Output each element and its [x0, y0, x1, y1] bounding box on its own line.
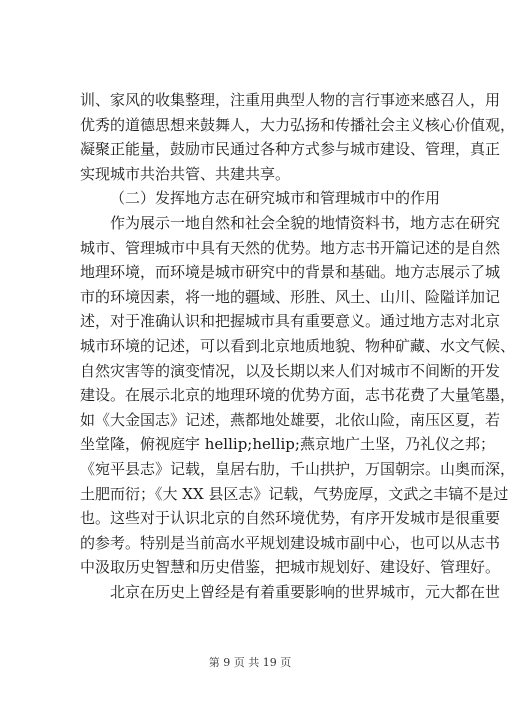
text-line: 如《大金国志》记述，燕都地处雄要，北依山险，南压区夏，若 — [80, 410, 501, 429]
text-line: 北京在历史上曾经是有着重要影响的世界城市，元大都在世 — [110, 582, 501, 601]
text-line: 土肥而衍；《大 XX 县区志》记载，气势庞厚，文武之丰镐不是过 — [80, 484, 509, 503]
text-line: 训、家风的收集整理，注重用典型人物的言行事迹来感召人，用 — [80, 91, 501, 109]
text-line: 实现城市共治共管、共建共享。 — [80, 164, 291, 183]
text-line: 也。这些对于认识北京的自然环境优势，有序开发城市是很重要 — [80, 509, 501, 528]
text-line: 《宛平县志》记载，皇居右肋，千山拱护，万国朝宗。山奥而深， — [80, 459, 515, 478]
text-line: 的参考。特别是当前高水平规划建设城市副中心，也可以从志书 — [80, 533, 501, 552]
body-text — [80, 88, 515, 604]
text-line: 自然灾害等的演变情况，以及长期以来人们对城市不间断的开发 — [80, 361, 501, 380]
text-line: 凝聚正能量，鼓励市民通过各种方式参与城市建设、管理，真正 — [80, 140, 501, 159]
text-line: 述，对于准确认识和把握城市具有重要意义。通过地方志对北京 — [80, 312, 501, 331]
text-line: 建设。在展示北京的地理环境的优势方面，志书花费了大量笔墨， — [80, 386, 515, 405]
text-line: 优秀的道德思想来鼓舞人，大力弘扬和传播社会主义核心价值观， — [80, 115, 515, 134]
text-line: 城市环境的记述，可以看到北京地质地貌、物种矿藏、水文气候、 — [80, 336, 515, 355]
text-line: 作为展示一地自然和社会全貌的地情资料书，地方志在研究 — [110, 213, 501, 232]
text-line: 中汲取历史智慧和历史借鉴，把城市规划好、建设好、管理好。 — [80, 558, 501, 577]
text-line: 坐堂隆，俯视庭宇 hellip;hellip;燕京地广土坚，乃礼仪之邦； — [80, 435, 495, 454]
text-line: 地理环境，而环境是城市研究中的背景和基础。地方志展示了城 — [80, 263, 501, 282]
text-line: 城市、管理城市中具有天然的优势。地方志书开篇记述的是自然 — [80, 238, 501, 257]
text-line: （二）发挥地方志在研究城市和管理城市中的作用 — [110, 189, 441, 208]
text-line: 市的环境因素，将一地的疆域、形胜、风土、山川、险隘详加记 — [80, 287, 501, 306]
page-footer: 第 9 页 共 19 页 — [208, 656, 292, 669]
